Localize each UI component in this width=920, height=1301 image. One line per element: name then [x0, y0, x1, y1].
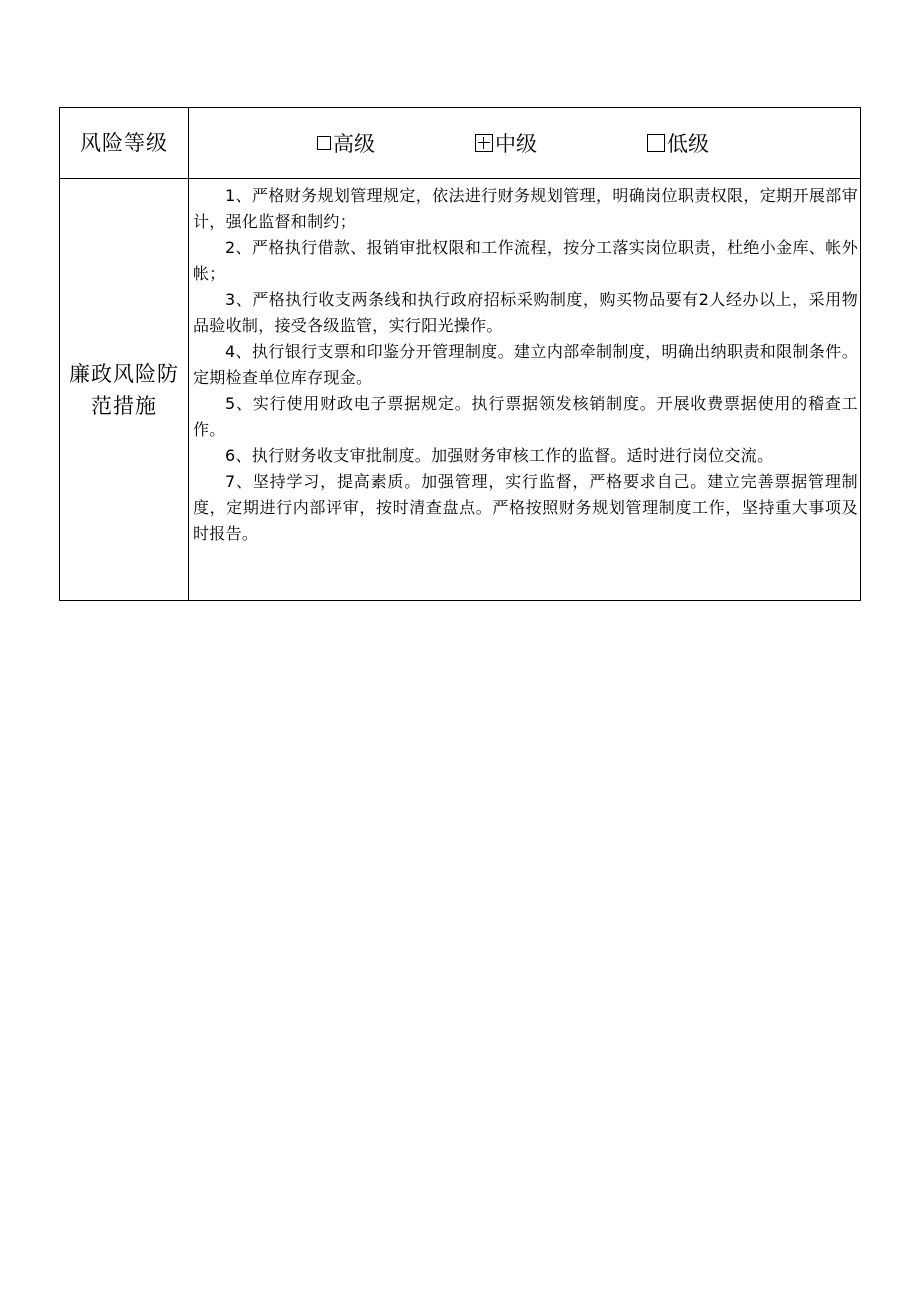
measures-content-cell — [189, 179, 861, 601]
risk-level-options-cell — [189, 108, 861, 179]
option-medium — [475, 128, 537, 158]
checkbox-checked-icon — [475, 134, 493, 152]
option-high-label: 高级 — [333, 132, 375, 156]
risk-level-label: 风险等级 — [60, 108, 189, 179]
checkbox-unchecked-icon — [647, 134, 665, 152]
option-medium-label: 中级 — [495, 132, 537, 156]
measure-item: 4、执行银行支票和印鉴分开管理制度。建立内部牵制制度，明确出纳职责和限制条件。定期检查单位库存现金。 — [193, 342, 858, 387]
risk-level-options — [189, 108, 860, 178]
option-low — [647, 128, 709, 158]
risk-table — [59, 107, 861, 601]
measure-item: 3、严格执行收支两条线和执行政府招标采购制度，购买物品要有2人经办以上，采用物品验收制，接受各级监管，实行阳光操作。 — [193, 290, 858, 335]
measure-item: 7、坚持学习，提高素质。加强管理，实行监督，严格要求自己。建立完善票据管理制度，定期进行内部评审，按时清查盘点。严格按照财务规划管理制度工作，坚持重大事项及时报告。 — [193, 472, 858, 543]
measure-item: 5、实行使用财政电子票据规定。执行票据领发核销制度。开展收费票据使用的稽查工作。 — [193, 394, 858, 439]
measure-item: 1、严格财务规划管理规定，依法进行财务规划管理，明确岗位职责权限，定期开展部审计，强化监督和制约； — [193, 186, 858, 231]
measures-list — [189, 179, 860, 547]
option-high — [317, 128, 375, 158]
measures-row — [60, 179, 861, 601]
measure-item: 2、严格执行借款、报销审批权限和工作流程，按分工落实岗位职责，杜绝小金库、帐外帐； — [193, 238, 858, 283]
option-low-label: 低级 — [667, 132, 709, 156]
measure-item: 6、执行财务收支审批制度。加强财务审核工作的监督。适时进行岗位交流。 — [225, 446, 774, 465]
risk-level-row — [60, 108, 861, 179]
checkbox-unchecked-icon — [317, 136, 331, 150]
measures-label: 廉政风险防范措施 — [60, 179, 189, 601]
